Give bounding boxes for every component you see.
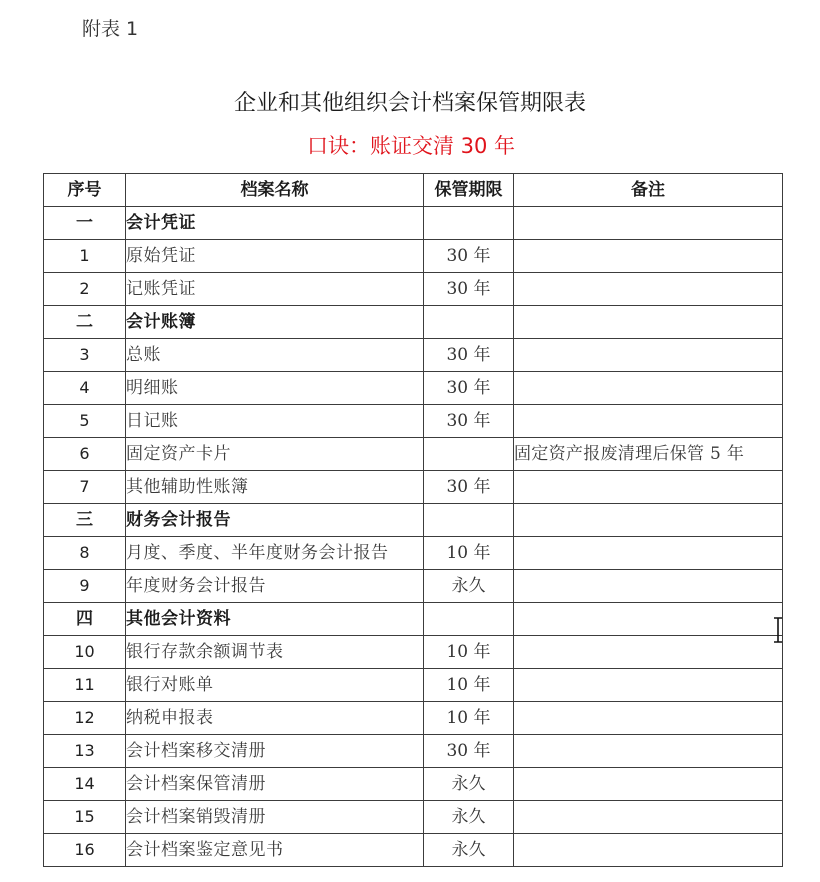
cell-seq: 7 bbox=[44, 471, 126, 504]
cell-seq: 一 bbox=[44, 207, 126, 240]
cell-name: 记账凭证 bbox=[126, 273, 424, 306]
cell-name: 会计档案保管清册 bbox=[126, 768, 424, 801]
cell-note bbox=[514, 306, 783, 339]
cell-period bbox=[424, 504, 514, 537]
table-row bbox=[44, 372, 783, 405]
table-body bbox=[44, 207, 783, 867]
table-row bbox=[44, 405, 783, 438]
cell-period bbox=[424, 207, 514, 240]
cell-seq: 6 bbox=[44, 438, 126, 471]
cell-note bbox=[514, 669, 783, 702]
cell-period bbox=[424, 306, 514, 339]
cell-period: 10 年 bbox=[424, 702, 514, 735]
cell-seq: 8 bbox=[44, 537, 126, 570]
cell-note bbox=[514, 570, 783, 603]
cell-name: 原始凭证 bbox=[126, 240, 424, 273]
cell-seq: 13 bbox=[44, 735, 126, 768]
cell-name: 财务会计报告 bbox=[126, 504, 424, 537]
cell-note bbox=[514, 702, 783, 735]
cell-note bbox=[514, 207, 783, 240]
cell-seq: 1 bbox=[44, 240, 126, 273]
cell-seq: 四 bbox=[44, 603, 126, 636]
cell-note bbox=[514, 405, 783, 438]
text-cursor-icon bbox=[772, 617, 784, 643]
cell-seq: 16 bbox=[44, 834, 126, 867]
cell-note bbox=[514, 372, 783, 405]
cell-name: 纳税申报表 bbox=[126, 702, 424, 735]
cell-name: 日记账 bbox=[126, 405, 424, 438]
cell-name: 总账 bbox=[126, 339, 424, 372]
cell-seq: 2 bbox=[44, 273, 126, 306]
cell-seq: 三 bbox=[44, 504, 126, 537]
table-row bbox=[44, 537, 783, 570]
cell-period: 10 年 bbox=[424, 669, 514, 702]
cell-seq: 11 bbox=[44, 669, 126, 702]
cell-name: 固定资产卡片 bbox=[126, 438, 424, 471]
cell-period bbox=[424, 603, 514, 636]
table-row bbox=[44, 768, 783, 801]
table-row bbox=[44, 636, 783, 669]
cell-period: 永久 bbox=[424, 768, 514, 801]
cell-seq: 5 bbox=[44, 405, 126, 438]
cell-period: 永久 bbox=[424, 801, 514, 834]
document-title: 企业和其他组织会计档案保管期限表 bbox=[233, 91, 586, 116]
cell-note bbox=[514, 471, 783, 504]
cell-period: 10 年 bbox=[424, 537, 514, 570]
cell-seq: 4 bbox=[44, 372, 126, 405]
table-row bbox=[44, 834, 783, 867]
cell-note: 固定资产报废清理后保管 5 年 bbox=[514, 438, 783, 471]
table-section-row bbox=[44, 306, 783, 339]
table-header-row bbox=[44, 174, 783, 207]
cell-name: 银行对账单 bbox=[126, 669, 424, 702]
table-row bbox=[44, 735, 783, 768]
cell-note bbox=[514, 504, 783, 537]
cell-name: 会计账簿 bbox=[126, 306, 424, 339]
cell-period: 30 年 bbox=[424, 405, 514, 438]
cell-name: 会计凭证 bbox=[126, 207, 424, 240]
cell-seq: 15 bbox=[44, 801, 126, 834]
appendix-label: 附表 1 bbox=[82, 18, 139, 40]
header-period: 保管期限 bbox=[424, 174, 514, 207]
cell-period: 永久 bbox=[424, 834, 514, 867]
cell-seq: 12 bbox=[44, 702, 126, 735]
mnemonic-subtitle: 口诀：账证交清 30 年 bbox=[306, 134, 516, 158]
cell-note bbox=[514, 768, 783, 801]
cell-seq: 二 bbox=[44, 306, 126, 339]
table-row bbox=[44, 438, 783, 471]
table-row bbox=[44, 240, 783, 273]
cell-name: 其他辅助性账簿 bbox=[126, 471, 424, 504]
table-row bbox=[44, 273, 783, 306]
table-section-row bbox=[44, 207, 783, 240]
cell-note bbox=[514, 603, 783, 636]
cell-name: 会计档案鉴定意见书 bbox=[126, 834, 424, 867]
cell-note bbox=[514, 834, 783, 867]
header-note: 备注 bbox=[514, 174, 783, 207]
cell-note bbox=[514, 801, 783, 834]
cell-note bbox=[514, 273, 783, 306]
cell-name: 明细账 bbox=[126, 372, 424, 405]
cell-note bbox=[514, 537, 783, 570]
cell-name: 年度财务会计报告 bbox=[126, 570, 424, 603]
cell-period: 30 年 bbox=[424, 273, 514, 306]
cell-period: 30 年 bbox=[424, 471, 514, 504]
cell-period: 30 年 bbox=[424, 339, 514, 372]
cell-name: 银行存款余额调节表 bbox=[126, 636, 424, 669]
cell-period: 永久 bbox=[424, 570, 514, 603]
cell-note bbox=[514, 339, 783, 372]
cell-period: 30 年 bbox=[424, 240, 514, 273]
header-name: 档案名称 bbox=[126, 174, 424, 207]
cell-seq: 10 bbox=[44, 636, 126, 669]
table-row bbox=[44, 471, 783, 504]
cell-note bbox=[514, 735, 783, 768]
table-row bbox=[44, 669, 783, 702]
table-section-row bbox=[44, 504, 783, 537]
cell-seq: 14 bbox=[44, 768, 126, 801]
cell-period: 30 年 bbox=[424, 735, 514, 768]
cell-period bbox=[424, 438, 514, 471]
table-row bbox=[44, 702, 783, 735]
cell-note bbox=[514, 240, 783, 273]
cell-period: 10 年 bbox=[424, 636, 514, 669]
table-row bbox=[44, 570, 783, 603]
cell-name: 会计档案销毁清册 bbox=[126, 801, 424, 834]
retention-period-table bbox=[43, 173, 783, 867]
table-section-row bbox=[44, 603, 783, 636]
cell-note bbox=[514, 636, 783, 669]
cell-seq: 3 bbox=[44, 339, 126, 372]
header-seq: 序号 bbox=[44, 174, 126, 207]
cell-name: 会计档案移交清册 bbox=[126, 735, 424, 768]
table-row bbox=[44, 339, 783, 372]
table-row bbox=[44, 801, 783, 834]
cell-name: 其他会计资料 bbox=[126, 603, 424, 636]
cell-name: 月度、季度、半年度财务会计报告 bbox=[126, 537, 424, 570]
cell-period: 30 年 bbox=[424, 372, 514, 405]
cell-seq: 9 bbox=[44, 570, 126, 603]
